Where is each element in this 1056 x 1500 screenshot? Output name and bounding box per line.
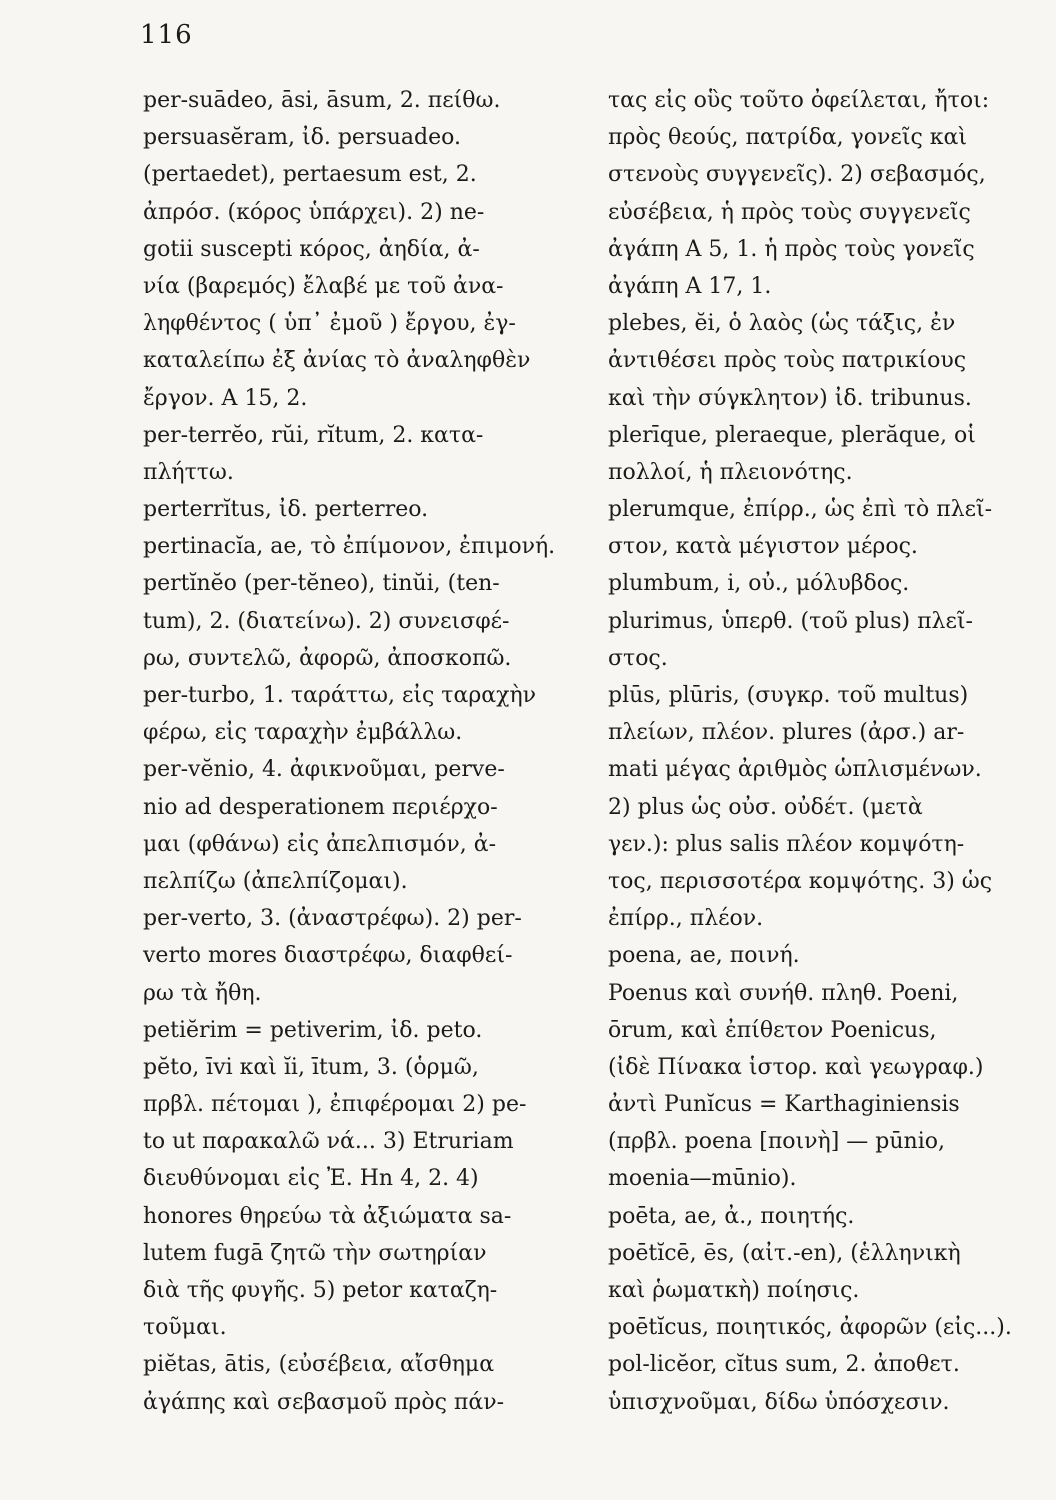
text-line: gotii suscepti κόρος, ἀηδία, ἀ-	[143, 236, 480, 262]
text-line: pĕto, īvi καὶ ĭi, ītum, 3. (ὁρμῶ,	[143, 1054, 479, 1080]
text-line: ἐπίρρ., πλέον.	[608, 906, 764, 932]
text-line: lutem fugā ζητῶ τὴν σωτηρίαν	[143, 1240, 487, 1266]
text-line: Poenus καὶ συνήθ. πληθ. Poeni,	[608, 980, 959, 1006]
text-line: plumbum, i, οὐ., μόλυβδος.	[608, 571, 910, 597]
text-line: ληφθέντος ( ὑπ᾿ ἐμοῦ ) ἔργου, ἐγ-	[143, 311, 516, 337]
text-line: plebes, ĕi, ὁ λαὸς (ὡς τάξις, ἐν	[608, 311, 956, 337]
text-line: γεν.): plus salis πλέον κομψότη-	[608, 831, 965, 857]
text-line: στενοὺς συγγενεῖς). 2) σεβασμός,	[608, 162, 986, 188]
text-line: μαι (φθάνω) εἰς ἀπελπισμόν, ἀ-	[143, 831, 497, 857]
text-line: τοῦμαι.	[143, 1315, 227, 1341]
text-line: petiĕrim = petiverim, ἰδ. peto.	[143, 1017, 483, 1043]
text-line: ἀγάπη A 5, 1. ἡ πρὸς τοὺς γονεῖς	[608, 236, 975, 262]
text-line: plerumque, ἐπίρρ., ὡς ἐπὶ τὸ πλεῖ-	[608, 497, 993, 523]
text-line: καὶ τὴν σύγκλητον) ἰδ. tribunus.	[608, 385, 972, 411]
text-line: πλείων, πλέον. plures (ἀρσ.) ar-	[608, 720, 965, 746]
text-line: ōrum, καὶ ἐπίθετον Poenicus,	[608, 1017, 937, 1043]
text-line: pertinacĭa, ae, τὸ ἐπίμονον, ἐπιμονή.	[143, 534, 556, 560]
text-line: verto mores διαστρέφω, διαφθεί-	[143, 943, 513, 969]
text-line: εὐσέβεια, ἡ πρὸς τοὺς συγγενεῖς	[608, 199, 971, 225]
text-line: plerīque, pleraeque, plerăque, οἱ	[608, 422, 976, 448]
text-line: ρω, συντελῶ, ἀφορῶ, ἀποσκοπῶ.	[143, 645, 512, 671]
text-line: nio ad desperationem περιέρχο-	[143, 794, 498, 820]
text-line: poētĭcus, ποιητικός, ἀφορῶν (εἰς...).	[608, 1315, 1012, 1341]
text-line: 2) plus ὡς οὐσ. οὐδέτ. (μετὰ	[608, 794, 923, 820]
text-line: πελπίζω (ἀπελπίζομαι).	[143, 868, 408, 894]
text-line: πλήττω.	[143, 459, 234, 485]
text-line: poēta, ae, ἀ., ποιητής.	[608, 1203, 855, 1229]
text-line: poētĭcē, ēs, (αἰτ.-en), (ἑλληνικὴ	[608, 1240, 961, 1266]
text-line: ἀγάπη A 17, 1.	[608, 273, 772, 299]
text-line: poena, ae, ποινή.	[608, 943, 800, 969]
text-line: per-turbo, 1. ταράττω, εἰς ταραχὴν	[143, 683, 537, 708]
text-line: ἀπρόσ. (κόρος ὑπάρχει). 2) ne-	[143, 199, 485, 225]
text-line: τας εἰς οὓς τοῦτο ὀφείλεται, ἤτοι:	[608, 88, 990, 113]
text-line: καταλείπω ἐξ ἀνίας τὸ ἀναληφθὲν	[143, 348, 531, 374]
text-line: plurimus, ὑπερθ. (τοῦ plus) πλεῖ-	[608, 608, 973, 634]
text-line: τος, περισσοτέρα κομψότης. 3) ὡς	[608, 868, 993, 894]
text-line: honores θηρεύω τὰ ἀξιώματα sa-	[143, 1203, 512, 1229]
text-line: (πρβλ. poena [ποινὴ] — pūnio,	[608, 1129, 945, 1155]
text-line: moenia—mūnio).	[608, 1166, 797, 1192]
text-line: ἀγάπης καὶ σεβασμοῦ πρὸς πάν-	[143, 1389, 505, 1415]
text-line: καὶ ῥωματκὴ) ποίησις.	[608, 1278, 860, 1303]
text-line: φέρω, εἰς ταραχὴν ἐμβάλλω.	[143, 720, 463, 746]
right-column	[608, 82, 1038, 1421]
text-line: (pertaedet), pertaesum est, 2.	[143, 162, 477, 188]
text-line: στον, κατὰ μέγιστον μέρος.	[608, 534, 918, 560]
text-line: pertĭnĕo (per-tĕneo), tinŭi, (ten-	[143, 571, 500, 597]
page-number: 116	[140, 20, 193, 50]
text-line: ἀντὶ Punĭcus = Karthaginiensis	[608, 1092, 960, 1118]
text-line: (ἰδὲ Πίνακα ἱστορ. καὶ γεωγραφ.)	[608, 1054, 984, 1080]
text-line: pol-licĕor, cĭtus sum, 2. ἀποθετ.	[608, 1352, 960, 1378]
text-line: πρβλ. πέτομαι ), ἐπιφέρομαι 2) pe-	[143, 1092, 527, 1118]
text-line: plūs, plūris, (συγκρ. τοῦ multus)	[608, 683, 969, 708]
text-line: ρω τὰ ἤθη.	[143, 980, 262, 1006]
text-line: to ut παρακαλῶ νά... 3) Etruriam	[143, 1129, 514, 1155]
text-line: ὑπισχνοῦμαι, δίδω ὑπόσχεσιν.	[608, 1389, 950, 1415]
text-line: persuasĕram, ἰδ. persuadeo.	[143, 125, 461, 151]
text-line: per-vĕnio, 4. ἀφικνοῦμαι, perve-	[143, 757, 505, 783]
text-line: ἔργον. A 15, 2.	[143, 385, 308, 411]
text-line: πρὸς θεούς, πατρίδα, γονεῖς καὶ	[608, 125, 967, 151]
text-line: mati μέγας ἀριθμὸς ὡπλισμένων.	[608, 757, 982, 783]
text-line: ἀντιθέσει πρὸς τοὺς πατρικίους	[608, 348, 967, 374]
text-line: διὰ τῆς φυγῆς. 5) petor καταζη-	[143, 1278, 498, 1303]
left-column	[143, 82, 583, 1421]
text-line: νία (βαρεμός) ἔλαβέ με τοῦ ἀνα-	[143, 273, 504, 299]
text-line: piĕtas, ātis, (εὐσέβεια, αἴσθημα	[143, 1352, 495, 1378]
text-line: per-terrĕo, rŭi, rĭtum, 2. κατα-	[143, 422, 484, 448]
text-line: per-suādeo, āsi, āsum, 2. πείθω.	[143, 88, 501, 113]
text-line: per-verto, 3. (ἀναστρέφω). 2) per-	[143, 906, 522, 932]
text-line: πολλοί, ἡ πλειονότης.	[608, 459, 853, 485]
text-line: στος.	[608, 645, 668, 671]
text-line: perterrĭtus, ἰδ. perterreo.	[143, 497, 429, 523]
text-line: tum), 2. (διατείνω). 2) συνεισφέ-	[143, 608, 510, 634]
text-line: διευθύνομαι εἰς Ἐ. Hn 4, 2. 4)	[143, 1166, 479, 1192]
